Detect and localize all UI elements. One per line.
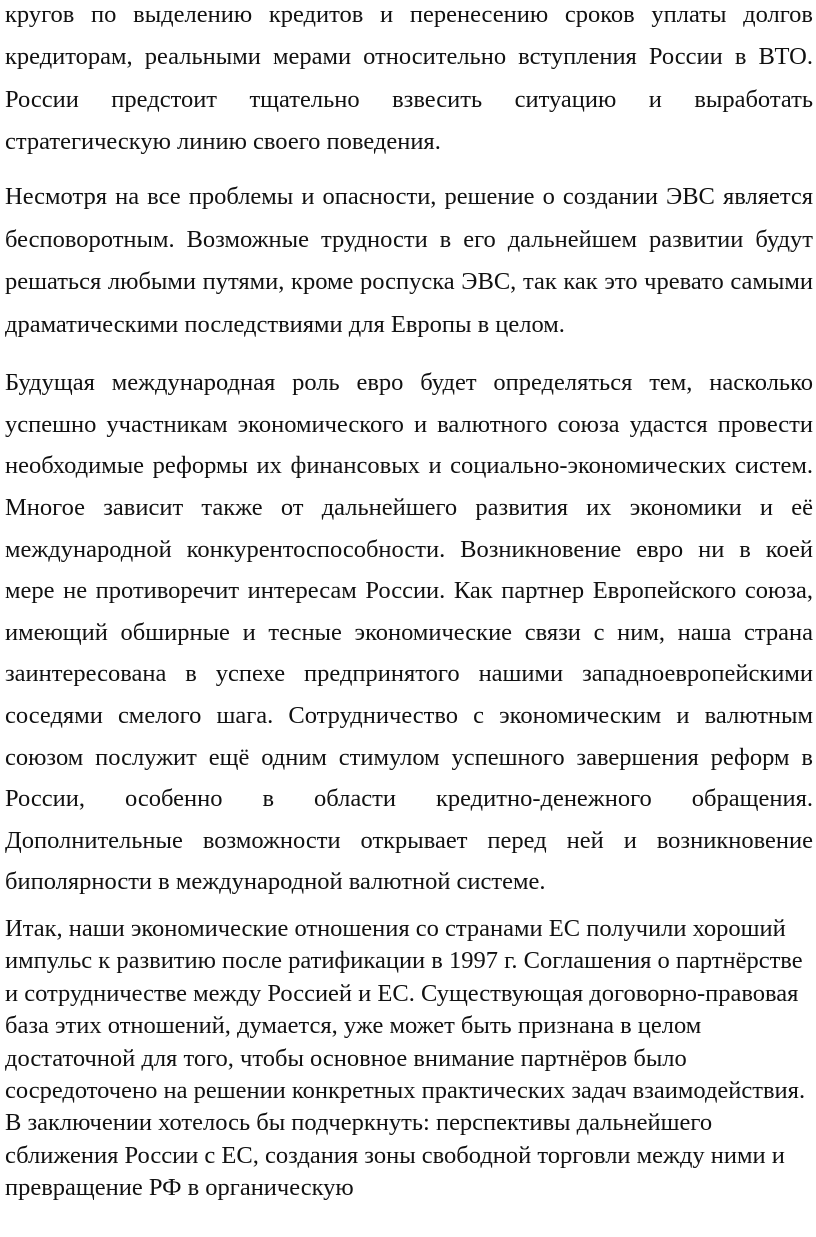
- document-page: [5, 0, 813, 1205]
- paragraph-conclusion-eu-relations: Итак, наши экономические отношения со странами ЕС получили хороший импульс к развитию после ратификации в 1997 г. Соглашения о партнёрстве и сотрудничестве между Россией и ЕС. Существующая договорно-правовая база этих отношений, думается, уже может быть признана в целом достаточной для того, чтобы основное внимание партнёров было сосредоточено на решении конкретных практических задач взаимодействия. В заключении хотелось бы подчеркнуть: перспективы дальнейшего сближения России с ЕС, создания зоны свободной торговли между ними и превращение РФ в органическую: [5, 914, 806, 1202]
- paragraph-euro-international-role: Будущая международная роль евро будет определяться тем, насколько успешно участникам экономического и валютного союза удастся провести необходимые реформы их финансовых и социально-экономических систем. Многое зависит также от дальнейшего развития их экономики и её международной конкурентоспособности. Возникновение евро ни в коей мере не противоречит интересам России. Как партнер Европейского союза, имеющий обширные и тесные экономические связи с ним, наша страна заинтересована в успехе предпринятого нашими западноевропейскими соседями смелого шага. Сотрудничество с экономическим и валютным союзом послужит ещё одним стимулом успешного завершения реформ в России, особенно в области кредитно-денежного обращения. Дополнительные возможности открывает перед ней и возникновение биполярности в международной валютной системе.: [5, 369, 813, 896]
- paragraph-wto-strategy: кругов по выделению кредитов и перенесению сроков уплаты долгов кредиторам, реальными мерами относительно вступления России в ВТО. России предстоит тщательно взвесить ситуацию и выработать стратегическую линию своего поведения.: [5, 1, 813, 155]
- paragraph-emu-irreversible: Несмотря на все проблемы и опасности, решение о создании ЭВС является бесповоротным. Возможные трудности в его дальнейшем развитии будут решаться любыми путями, кроме роспуска ЭВС, так как это чревато самыми драматическими последствиями для Европы в целом.: [5, 183, 813, 338]
